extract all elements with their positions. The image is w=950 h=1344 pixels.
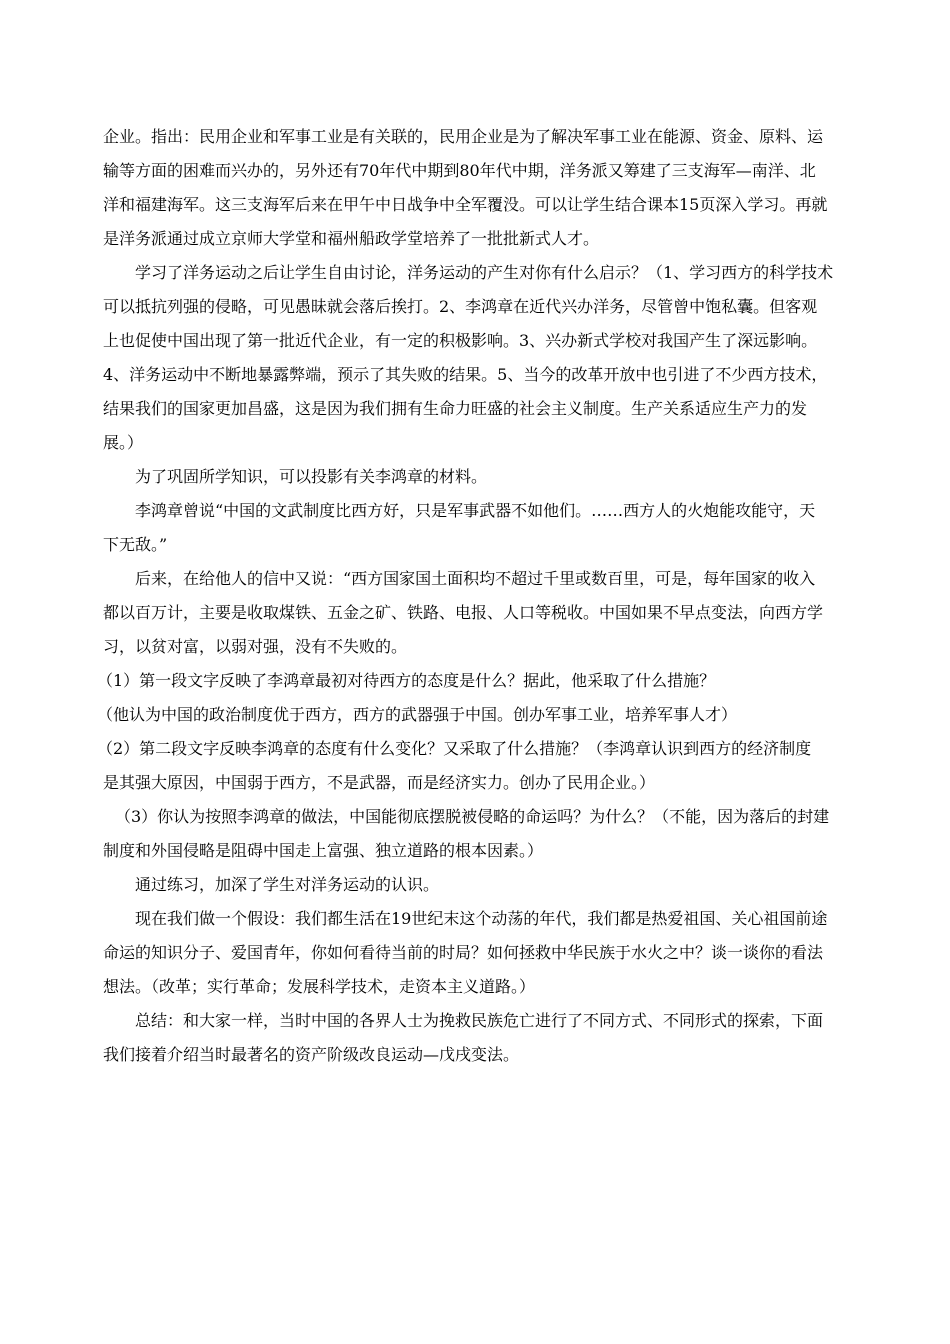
text-line: 结果我们的国家更加昌盛，这是因为我们拥有生命力旺盛的社会主义制度。生产关系适应生产力的发 [103,399,808,418]
text-line: （3）你认为按照李鸿章的做法，中国能彻底摆脱被侵略的命运吗？为什么？（不能，因为落后的封建 [115,807,830,826]
paragraph-quote-2 [103,562,860,664]
text-line: 制度和外国侵略是阻碍中国走上富强、独立道路的根本因素。） [103,841,544,860]
text-line: 展。） [103,433,144,452]
text-line: 学习了洋务运动之后让学生自由讨论，洋务运动的产生对你有什么启示？（1、学习西方的科学技术 [135,263,834,282]
question-3 [103,800,860,868]
text-line: （他认为中国的政治制度优于西方，西方的武器强于中国。创办军事工业，培养军事人才） [97,705,738,724]
text-line: 通过练习，加深了学生对洋务运动的认识。 [135,875,440,894]
paragraph-quote-1 [103,494,860,562]
text-line: 洋和福建海军。这三支海军后来在甲午中日战争中全军覆没。可以让学生结合课本15页深入学习。再就 [103,195,828,214]
question-1 [97,664,860,698]
text-line: 输等方面的困难而兴办的，另外还有70年代中期到80年代中期，洋务派又筹建了三支海军—南洋、北 [103,161,816,180]
question-2 [97,732,860,800]
text-line: （1）第一段文字反映了李鸿章最初对待西方的态度是什么？据此，他采取了什么措施？ [97,671,716,690]
paragraph-practice [103,868,860,902]
text-line: 现在我们做一个假设：我们都生活在19世纪末这个动荡的年代，我们都是热爱祖国、关心祖国前途 [135,909,828,928]
text-line: 是其强大原因，中国弱于西方，不是武器，而是经济实力。创办了民用企业。） [103,773,656,792]
paragraph-summary [103,1004,860,1072]
text-line: 命运的知识分子、爱国青年，你如何看待当前的时局？如何拯救中华民族于水火之中？谈一谈你的看法 [103,943,824,962]
answer-1 [97,698,860,732]
text-line: 想法。（改革；实行革命；发展科学技术，走资本主义道路。） [103,977,536,996]
text-line: 为了巩固所学知识，可以投影有关李鸿章的材料。 [135,467,488,486]
text-line: 4、洋务运动中不断地暴露弊端，预示了其失败的结果。5、当今的改革开放中也引进了不少西方技术， [103,365,828,384]
text-line: 企业。指出：民用企业和军事工业是有关联的，民用企业是为了解决军事工业在能源、资金、原料、运 [103,127,824,146]
text-line: 下无敌。” [103,535,168,554]
text-line: 都以百万计，主要是收取煤铁、五金之矿、铁路、电报、人口等税收。中国如果不早点变法，向西方学 [103,603,824,622]
text-line: 上也促使中国出现了第一批近代企业，有一定的积极影响。3、兴办新式学校对我国产生了深远影响。 [103,331,818,350]
text-line: 总结：和大家一样，当时中国的各界人士为挽救民族危亡进行了不同方式、不同形式的探索，下面 [135,1011,824,1030]
text-line: （2）第二段文字反映李鸿章的态度有什么变化？又采取了什么措施？（李鸿章认识到西方的经济制度 [97,739,812,758]
text-line: 可以抵抗列强的侵略，可见愚昧就会落后挨打。2、李鸿章在近代兴办洋务，尽管曾中饱私囊。但客观 [103,297,818,316]
text-line: 我们接着介绍当时最著名的资产阶级改良运动—戊戌变法。 [103,1045,520,1064]
paragraph-enterprises [103,120,860,256]
text-line: 习，以贫对富，以弱对强，没有不失败的。 [103,637,408,656]
text-line: 后来，在给他人的信中又说：“西方国家国土面积均不超过千里或数百里，可是，每年国家的收入 [135,569,816,588]
text-line: 是洋务派通过成立京师大学堂和福州船政学堂培养了一批批新式人才。 [103,229,600,248]
document-page [97,120,860,1072]
paragraph-hypothesis [103,902,860,1004]
text-line: 李鸿章曾说“中国的文武制度比西方好，只是军事武器不如他们。……西方人的火炮能攻能守，天 [135,501,816,520]
paragraph-discussion [103,256,860,460]
paragraph-projection [103,460,860,494]
